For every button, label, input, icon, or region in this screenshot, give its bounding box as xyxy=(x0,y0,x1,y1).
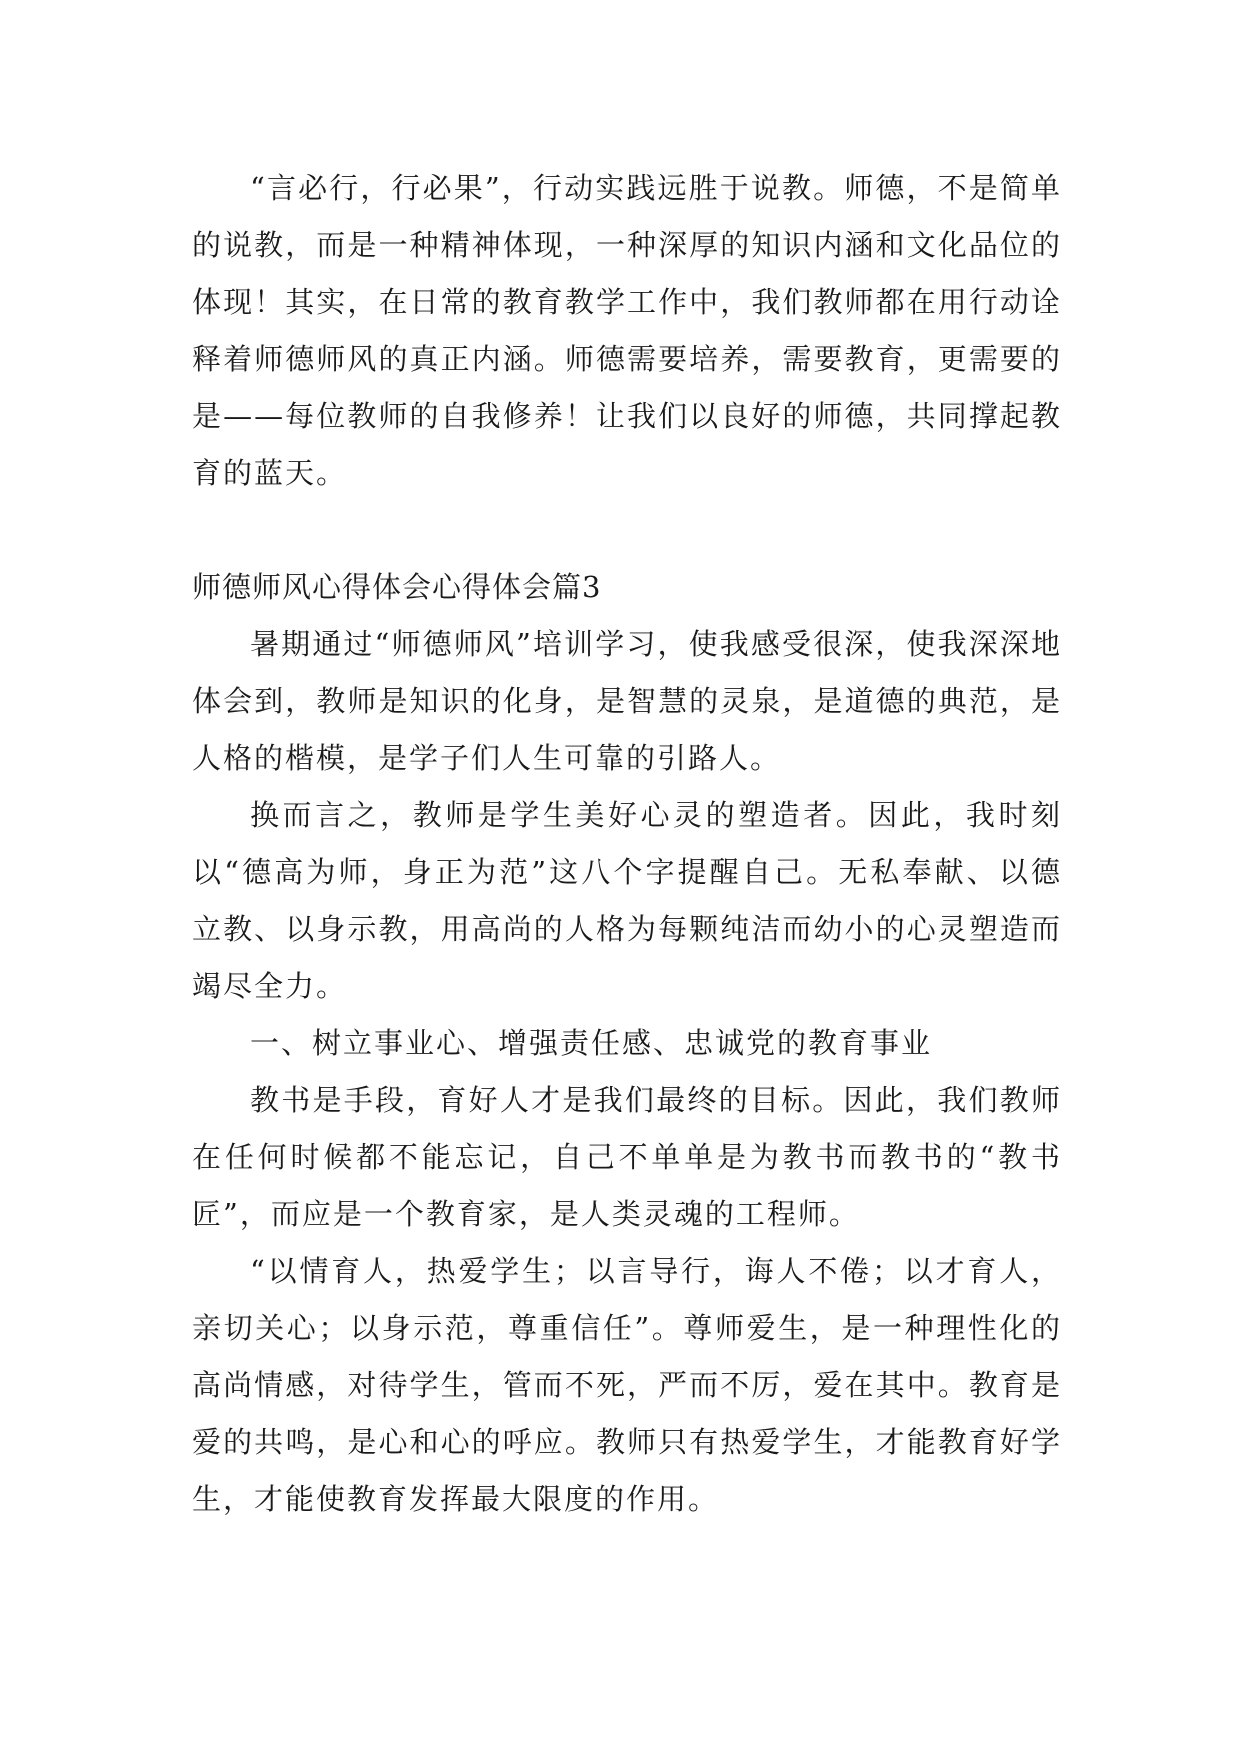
document-body xyxy=(192,160,1062,1528)
paragraph-3: 教书是手段，育好人才是我们最终的目标。因此，我们教师在任何时候都不能忘记，自己不单单是为教书而教书的“教书匠”，而应是一个教育家，是人类灵魂的工程师。 xyxy=(192,1083,1062,1231)
paragraph-2: 换而言之，教师是学生美好心灵的塑造者。因此，我时刻以“德高为师，身正为范”这八个字提醒自己。无私奉献、以德立教、以身示教，用高尚的人格为每颗纯洁而幼小的心灵塑造而竭尽全力。 xyxy=(192,798,1062,1003)
paragraph-4: “以情育人，热爱学生；以言导行，诲人不倦；以才育人，亲切关心；以身示范，尊重信任”。尊师爱生，是一种理性化的高尚情感，对待学生，管而不死，严而不厉，爱在其中。教育是爱的共鸣，是心和心的呼应。教师只有热爱学生，才能教育好学生，才能使教育发挥最大限度的作用。 xyxy=(192,1254,1062,1516)
paragraph-intro: “言必行，行必果”，行动实践远胜于说教。师德，不是简单的说教，而是一种精神体现，一种深厚的知识内涵和文化品位的体现！其实，在日常的教育教学工作中，我们教师都在用行动诠释着师德师风的真正内涵。师德需要培养，需要教育，更需要的是——每位教师的自我修养！让我们以良好的师德，共同撑起教育的蓝天。 xyxy=(192,171,1062,490)
paragraph-1: 暑期通过“师德师风”培训学习，使我感受很深，使我深深地体会到，教师是知识的化身，是智慧的灵泉，是道德的典范，是人格的楷模，是学子们人生可靠的引路人。 xyxy=(192,627,1062,775)
paragraph-subheading: 一、树立事业心、增强责任感、忠诚党的教育事业 xyxy=(250,1026,933,1060)
section-title: 师德师风心得体会心得体会篇3 xyxy=(192,570,602,604)
